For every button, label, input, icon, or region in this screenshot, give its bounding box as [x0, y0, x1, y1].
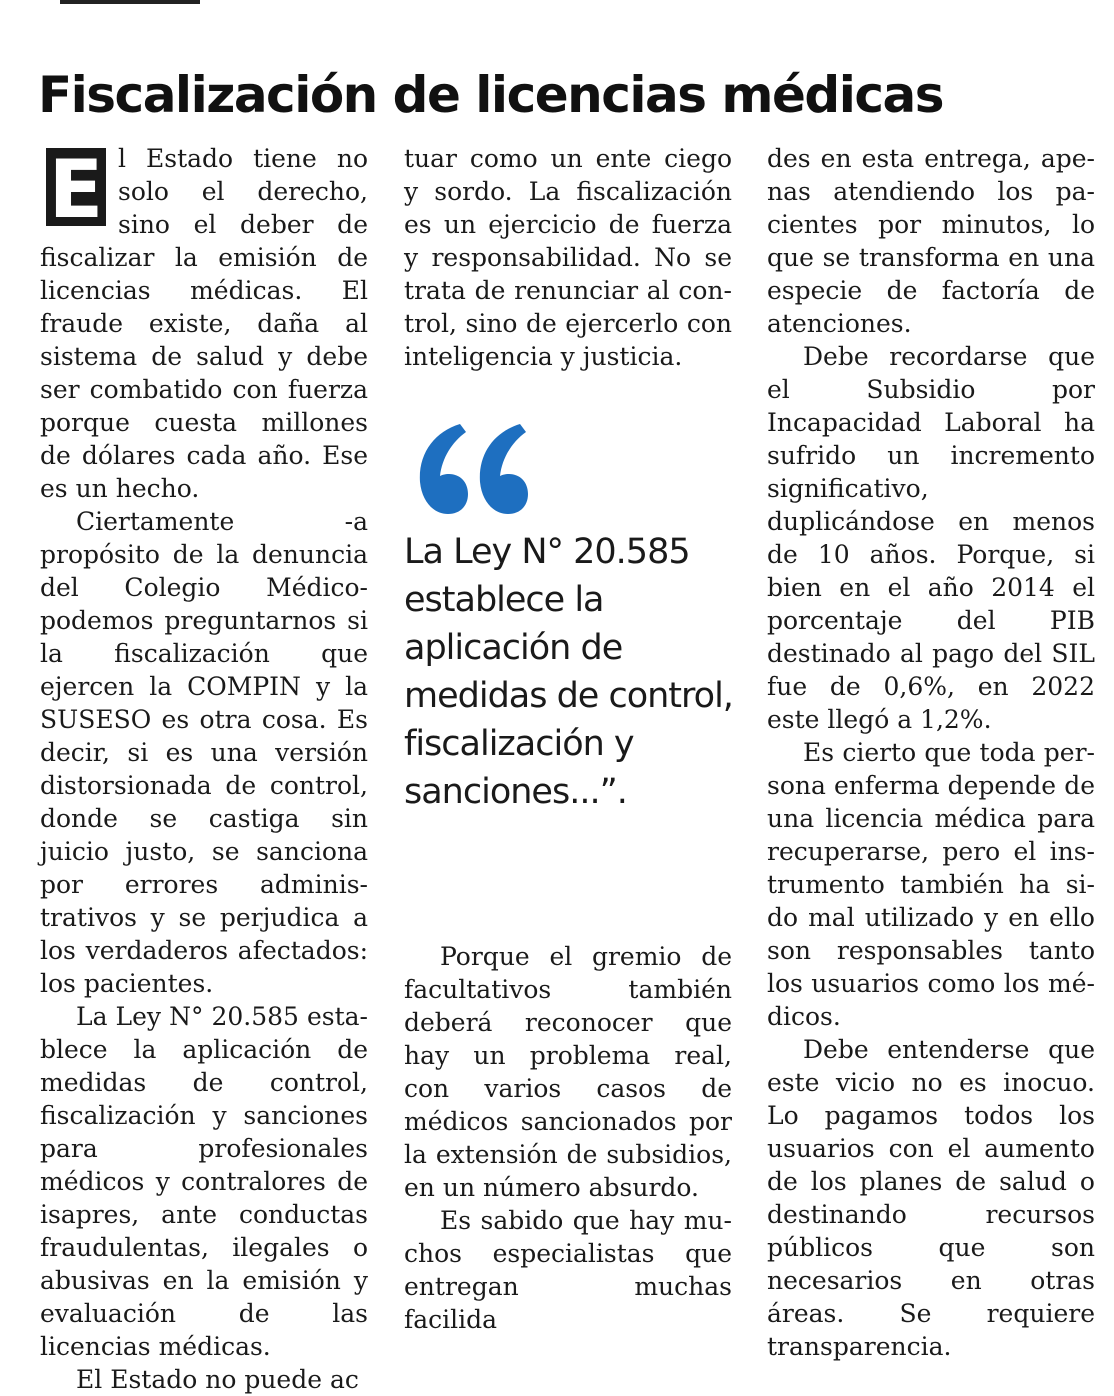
column-2-bottom: [404, 940, 732, 1334]
paragraph: Ciertamente -a propósito de la denuncia del Colegio Médico- podemos preguntarnos si la fiscalización que ejercen la COMPIN y la SUSESO es otra cosa. Es decir, si es una versión distorsionada de control, donde se castiga sin juicio justo, se sanciona por errores administrativos y se perjudica a los verdaderos afectados: los pacientes.: [40, 507, 368, 998]
column-3: [767, 142, 1095, 1361]
paragraph: l Estado tiene no solo el derecho, sino el deber de fiscalizar la emisión de licencias médicas. El fraude existe, daña al sistema de salud y debe ser combatido con fuerza porque cuesta millones de dólares cada año. Ese es un hecho.: [40, 144, 368, 503]
paragraph: Porque el gremio de facultativos también deberá reconocer que hay un problema real, con varios casos de médicos sancionados por la extensión de subsidios, en un número absurdo.: [404, 942, 732, 1202]
paragraph: El Estado no puede ac: [76, 1365, 359, 1394]
quote-mark-icon: [412, 420, 532, 520]
top-rule: [60, 0, 200, 4]
paragraph: Es cierto que toda persona enferma depende de una licencia médica para recuperarse, pero el instrumento también ha sido mal utilizado y en ello son responsables tanto los usuarios como los médicos.: [767, 738, 1095, 1031]
paragraph: des en esta entrega, apenas atendiendo los pacientes por minutos, lo que se transforma en una especie de factoría de atenciones.: [767, 144, 1095, 338]
paragraph: Debe entenderse que este vicio no es inocuo. Lo pagamos todos los usuarios con el aumento de los planes de salud o destinando recursos públicos que son necesarios en otras áreas. Se requiere transparencia.: [767, 1035, 1095, 1361]
pull-quote: La Ley N° 20.585 establece la aplicación de medidas de control, fiscalización y sanciones...”.: [404, 532, 733, 812]
headline: Fiscalización de licencias médicas: [38, 65, 943, 124]
paragraph: La Ley N° 20.585 establece la aplicación de medidas de control, fiscalización y sanciones para profesionales médicos y contralores de isapres, ante conductas fraudulentas, ilegales o abusivas en la emisión y evaluación de las licencias médicas.: [40, 1002, 368, 1361]
dropcap: [46, 143, 106, 236]
column-2-top: [404, 142, 732, 382]
paragraph: Debe recordarse que el Subsidio por Incapacidad Laboral ha sufrido un incremento significativo, duplicándose en menos de 10 años. Porque, si bien en el año 2014 el porcentaje del PIB destinado al pago del SIL fue de 0,6%, en 2022 este llegó a 1,2%.: [767, 342, 1095, 734]
dropcap-letter: E: [48, 143, 104, 236]
paragraph: Es sabido que hay muchos especialistas que entregan muchas facilida: [404, 1206, 732, 1334]
paragraph: tuar como un ente ciego y sordo. La fiscalización es un ejercicio de fuerza y responsabilidad. No se trata de renunciar al control, sino de ejercerlo con inteligencia y justicia.: [404, 144, 732, 371]
column-1: [40, 142, 368, 1394]
